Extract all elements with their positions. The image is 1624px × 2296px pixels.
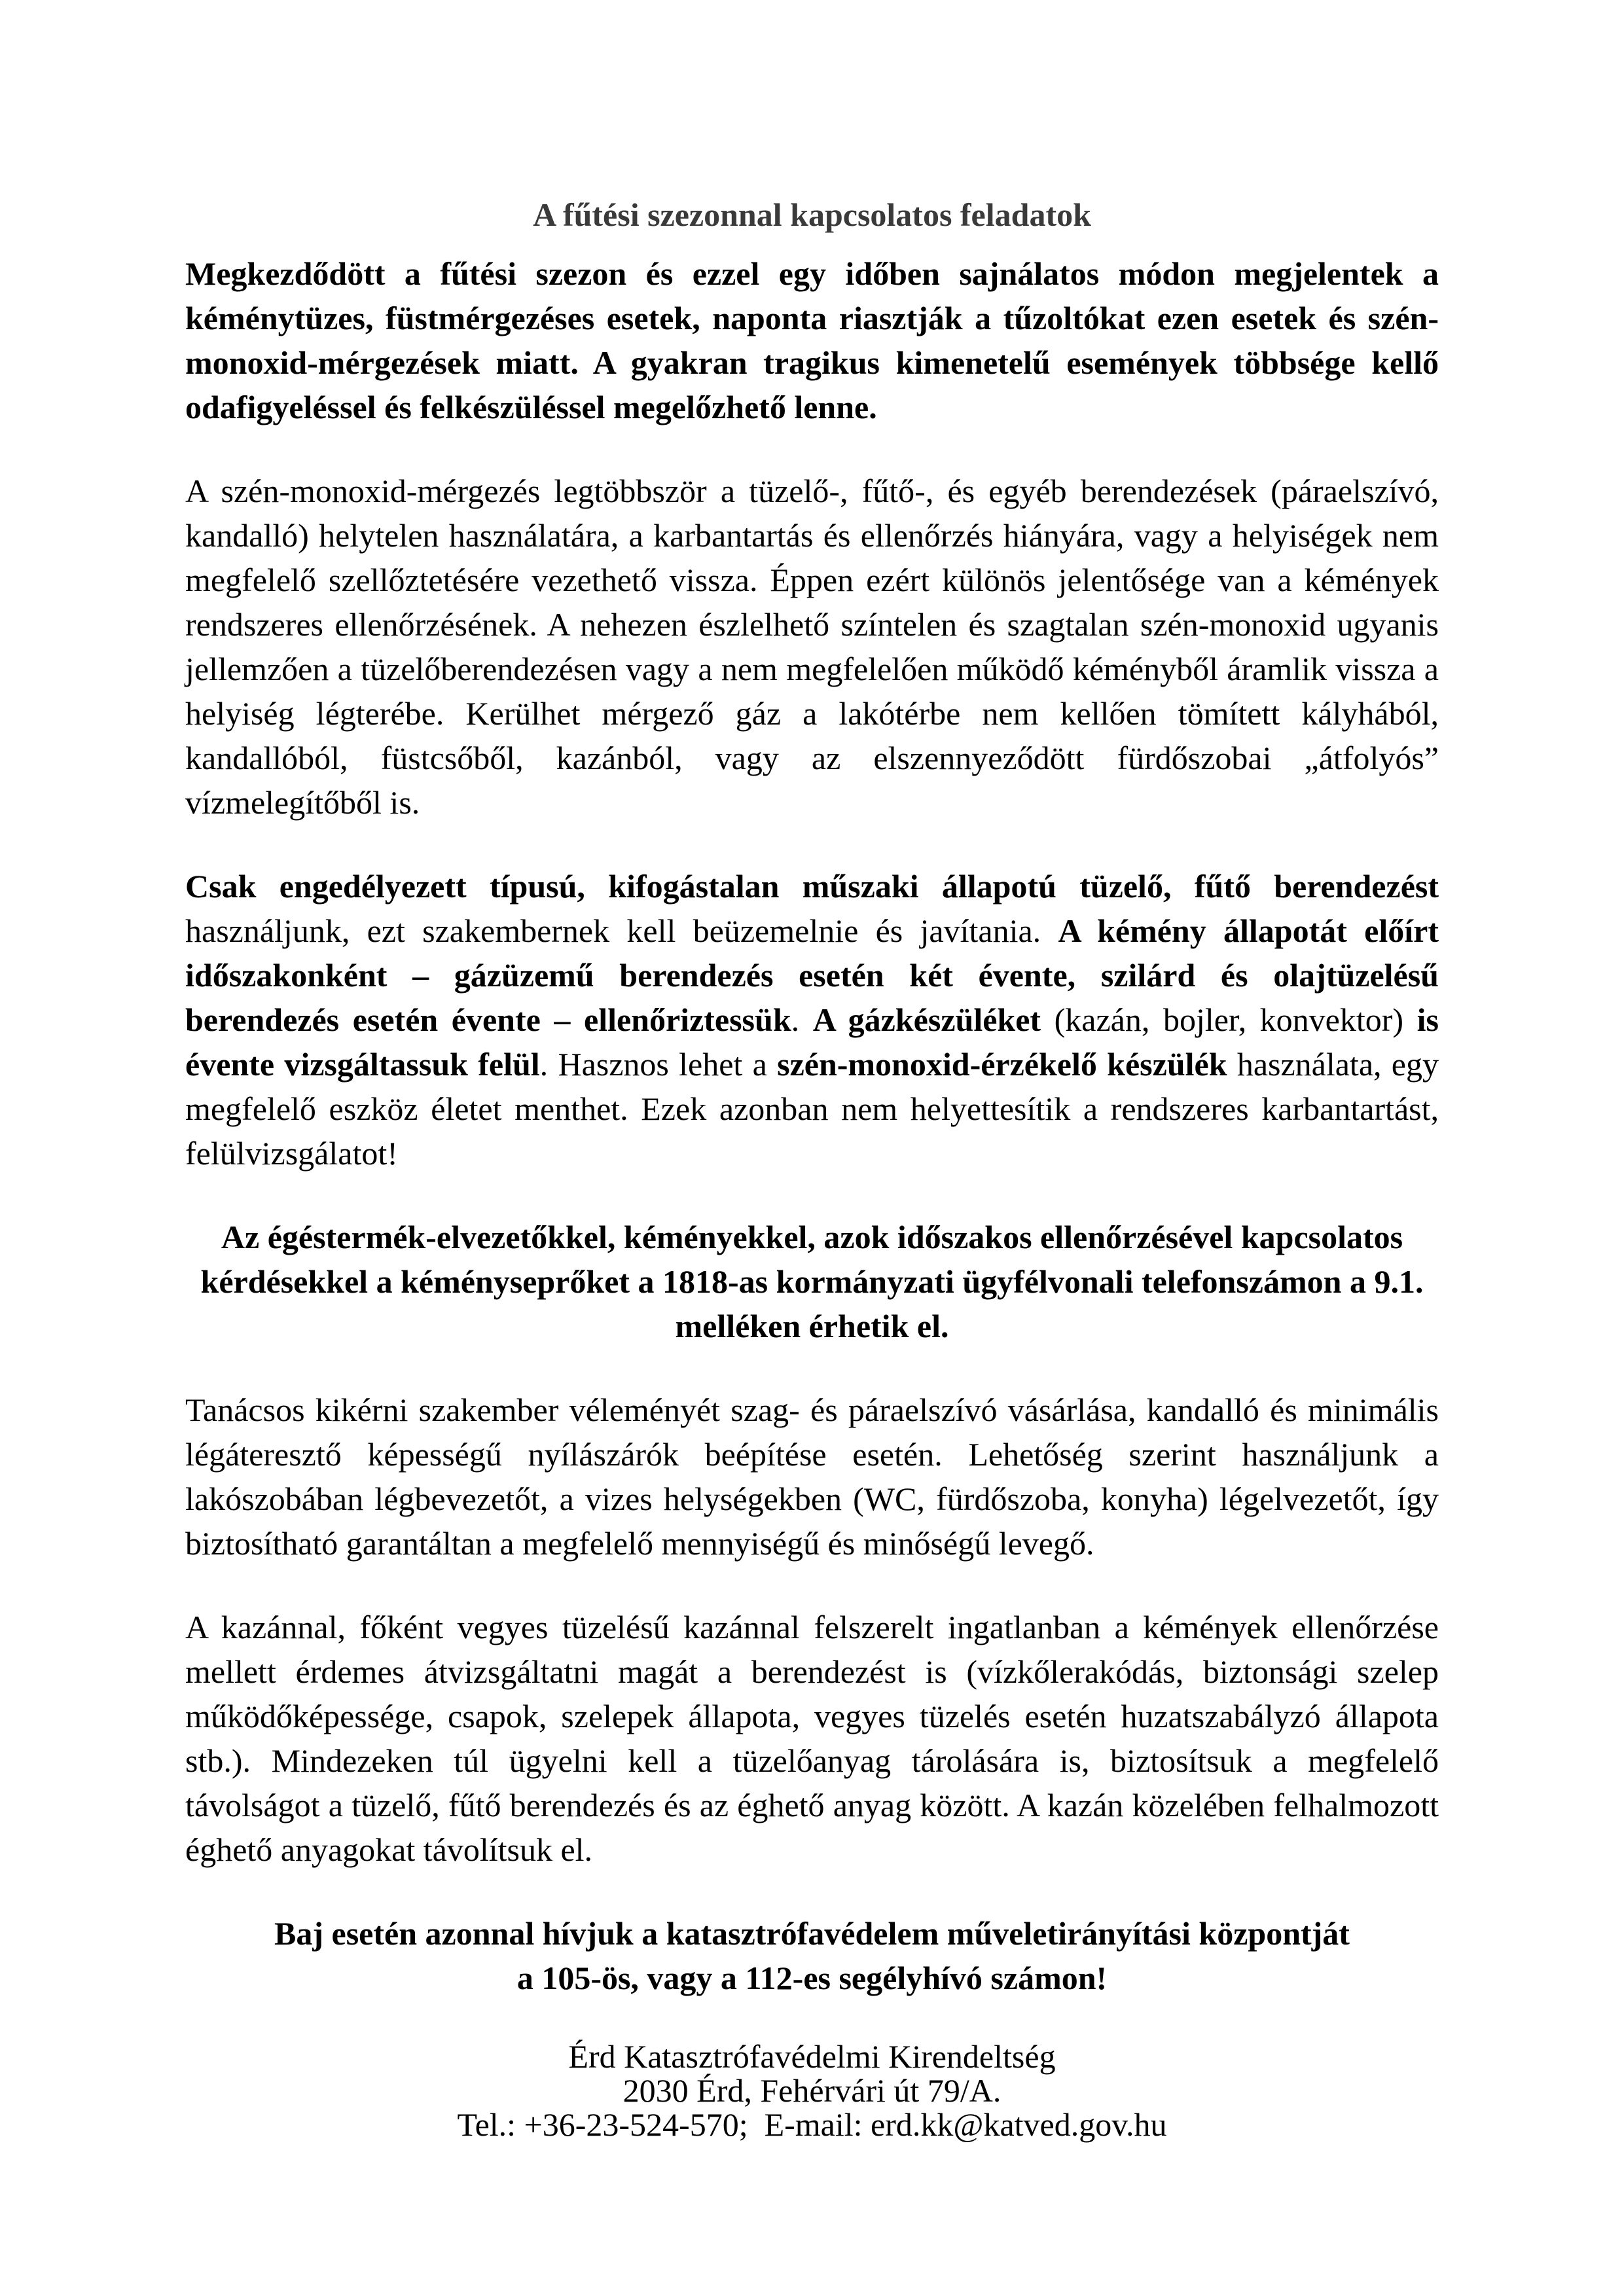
paragraph-maintenance [185, 864, 1439, 1175]
text-run: A gázkészüléket [812, 1001, 1055, 1038]
organization-name: Érd Katasztrófavédelmi Kirendeltség [568, 2038, 1056, 2075]
chimney-sweep-line: melléken érhetik el. [675, 1308, 949, 1344]
contact-footer [185, 2039, 1439, 2142]
paragraph-emergency-call [185, 1911, 1439, 2000]
text-run: . Hasznos lehet a [539, 1046, 778, 1083]
text-run: Csak engedélyezett típusú, kifogástalan műszaki állapotú tüzelő, fűtő berendezést [185, 868, 1439, 905]
paragraph-ventilation: Tanácsos kikérni szakember véleményét szag- és páraelszívó vásárlása, kandalló és minimális légáteresztő képességű nyílászárók beépítése esetén. Lehetőség szerint használjunk a lakószobában légbevezetőt, a vizes helységekben (WC, fürdőszoba, konyha) légelvezetőt, így biztosítható garantáltan a megfelelő mennyiségű és minőségű levegő. [185, 1391, 1439, 1562]
paragraph-intro: Megkezdődött a fűtési szezon és ezzel egy időben sajnálatos módon megjelentek a kéménytüzes, füstmérgezéses esetek, naponta riasztják a tűzoltókat ezen esetek és szén-monoxid-mérgezések miatt. A gyakran tragikus kimenetelű események többsége kellő odafigyeléssel és felkészüléssel megelőzhető lenne. [185, 255, 1439, 425]
organization-contact: Tel.: +36-23-524-570; E-mail: erd.kk@katved.gov.hu [457, 2106, 1167, 2143]
paragraph-chimney-sweep-contact [185, 1215, 1439, 1348]
page-title: A fűtési szezonnal kapcsolatos feladatok [533, 196, 1091, 233]
emergency-line: Baj esetén azonnal hívjuk a katasztrófavédelem műveletirányítási központját [274, 1915, 1350, 1952]
text-run: is évente vizsgáltassuk felül [185, 1001, 1439, 1083]
paragraph-co-sources: A szén-monoxid-mérgezés legtöbbször a tüzelő-, fűtő-, és egyéb berendezések (páraelszívó, kandalló) helytelen használatára, a karbantartás és ellenőrzés hiányára, vagy a helyiségek nem megfelelő szellőztetésére vezethető vissza. Éppen ezért különös jelentősége van a kémények rendszeres ellenőrzésének. A nehezen észlelhető színtelen és szagtalan szén-monoxid ugyanis jellemzően a tüzelőberendezésen vagy a nem megfelelően működő kéményből áramlik vissza a helyiség légterébe. Kerülhet mérgező gáz a lakótérbe nem kellően tömített kályhából, kandallóból, füstcsőből, kazánból, vagy az elszennyeződött fürdőszobai „átfolyós” vízmelegítőből is. [185, 473, 1439, 821]
chimney-sweep-line: Az égéstermék-elvezetőkkel, kéményekkel, azok időszakos ellenőrzésével kapcsolatos [221, 1219, 1403, 1255]
paragraph-boiler: A kazánnal, főként vegyes tüzelésű kazánnal felszerelt ingatlanban a kémények ellenőrzése mellett érdemes átvizsgáltatni magát a berendezést is (vízkőlerakódás, biztonsági szelep működőképessége, csapok, szelepek állapota, vegyes tüzelés esetén huzatszabályzó állapota stb.). Mindezeken túl ügyelni kell a tüzelőanyag tárolására is, biztosítsuk a megfelelő távolságot a tüzelő, fűtő berendezés és az éghető anyag között. A kazán közelében felhalmozott éghető anyagokat távolítsuk el. [185, 1609, 1439, 1868]
text-run: szén-monoxid-érzékelő készülék [777, 1046, 1237, 1083]
chimney-sweep-line: kérdésekkel a kéményseprőket a 1818-as kormányzati ügyfélvonali telefonszámon a 9.1. [200, 1263, 1424, 1300]
emergency-line: a 105-ös, vagy a 112-es segélyhívó számon! [516, 1960, 1108, 1996]
organization-address: 2030 Érd, Fehérvári út 79/A. [623, 2072, 1001, 2109]
text-run: használjunk, ezt szakembernek kell beüzemelnie és javítania. [185, 912, 1058, 949]
text-run: . [791, 1001, 813, 1038]
text-run: A kémény állapotát előírt időszakonként – gázüzemű berendezés esetén két évente, szilárd és olajtüzelésű berendezés esetén évente – ellenőriztessük [185, 912, 1439, 1038]
text-run: (kazán, bojler, konvektor) [1054, 1001, 1417, 1038]
text-run: használata, egy megfelelő eszköz életet menthet. Ezek azonban nem helyettesítik a rendszeres karbantartást, felülvizsgálatot! [185, 1046, 1439, 1172]
